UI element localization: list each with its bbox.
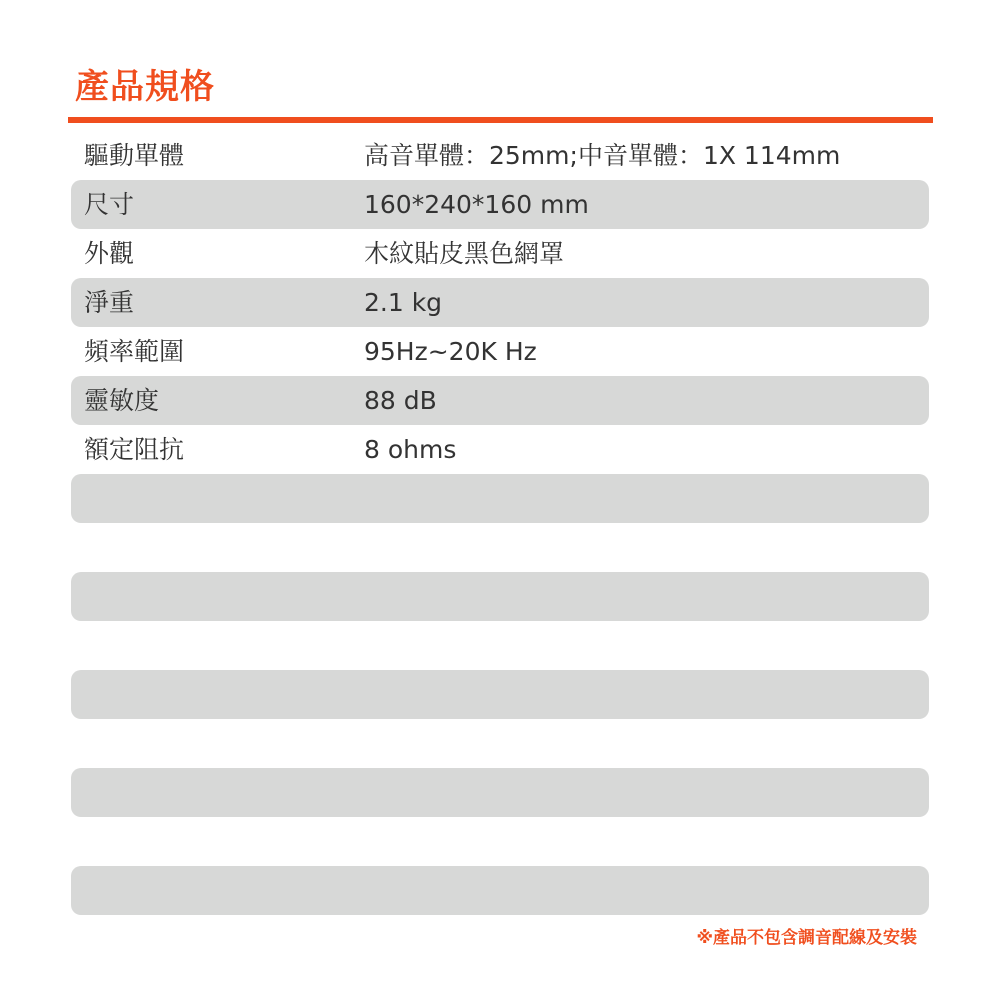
spec-row-size <box>71 180 929 229</box>
spec-row-weight <box>71 278 929 327</box>
spec-row-empty <box>71 817 929 866</box>
footnote: ※產品不包含調音配線及安裝 <box>696 928 917 948</box>
spec-value: 2.1 kg <box>364 288 443 317</box>
spec-row-driver <box>71 131 929 180</box>
spec-value: 160*240*160 mm <box>364 190 589 219</box>
spec-row-empty <box>71 474 929 523</box>
spec-row-empty <box>71 621 929 670</box>
title-divider <box>68 117 933 123</box>
spec-label: 頻率範圍 <box>84 337 185 366</box>
spec-row-sensitivity <box>71 376 929 425</box>
spec-value: 88 dB <box>364 386 437 415</box>
spec-label: 驅動單體 <box>84 141 185 170</box>
spec-row-empty <box>71 866 929 915</box>
spec-row-empty <box>71 768 929 817</box>
spec-row-frequency <box>71 327 929 376</box>
spec-value: 高音單體：25mm;中音單體：1X 114mm <box>364 141 841 170</box>
spec-table <box>71 131 929 915</box>
spec-label: 額定阻抗 <box>84 435 185 464</box>
spec-row-impedance <box>71 425 929 474</box>
spec-label: 淨重 <box>84 288 135 317</box>
spec-row-empty <box>71 523 929 572</box>
spec-value: 木紋貼皮黑色網罩 <box>364 239 565 268</box>
spec-label: 尺寸 <box>84 190 135 219</box>
spec-label: 外觀 <box>84 239 135 268</box>
spec-value: 8 ohms <box>364 435 457 464</box>
spec-row-empty <box>71 670 929 719</box>
page-title: 產品規格 <box>75 67 215 107</box>
spec-row-empty <box>71 719 929 768</box>
spec-row-appearance <box>71 229 929 278</box>
spec-value: 95Hz~20K Hz <box>364 337 537 366</box>
spec-label: 靈敏度 <box>84 386 160 415</box>
spec-row-empty <box>71 572 929 621</box>
